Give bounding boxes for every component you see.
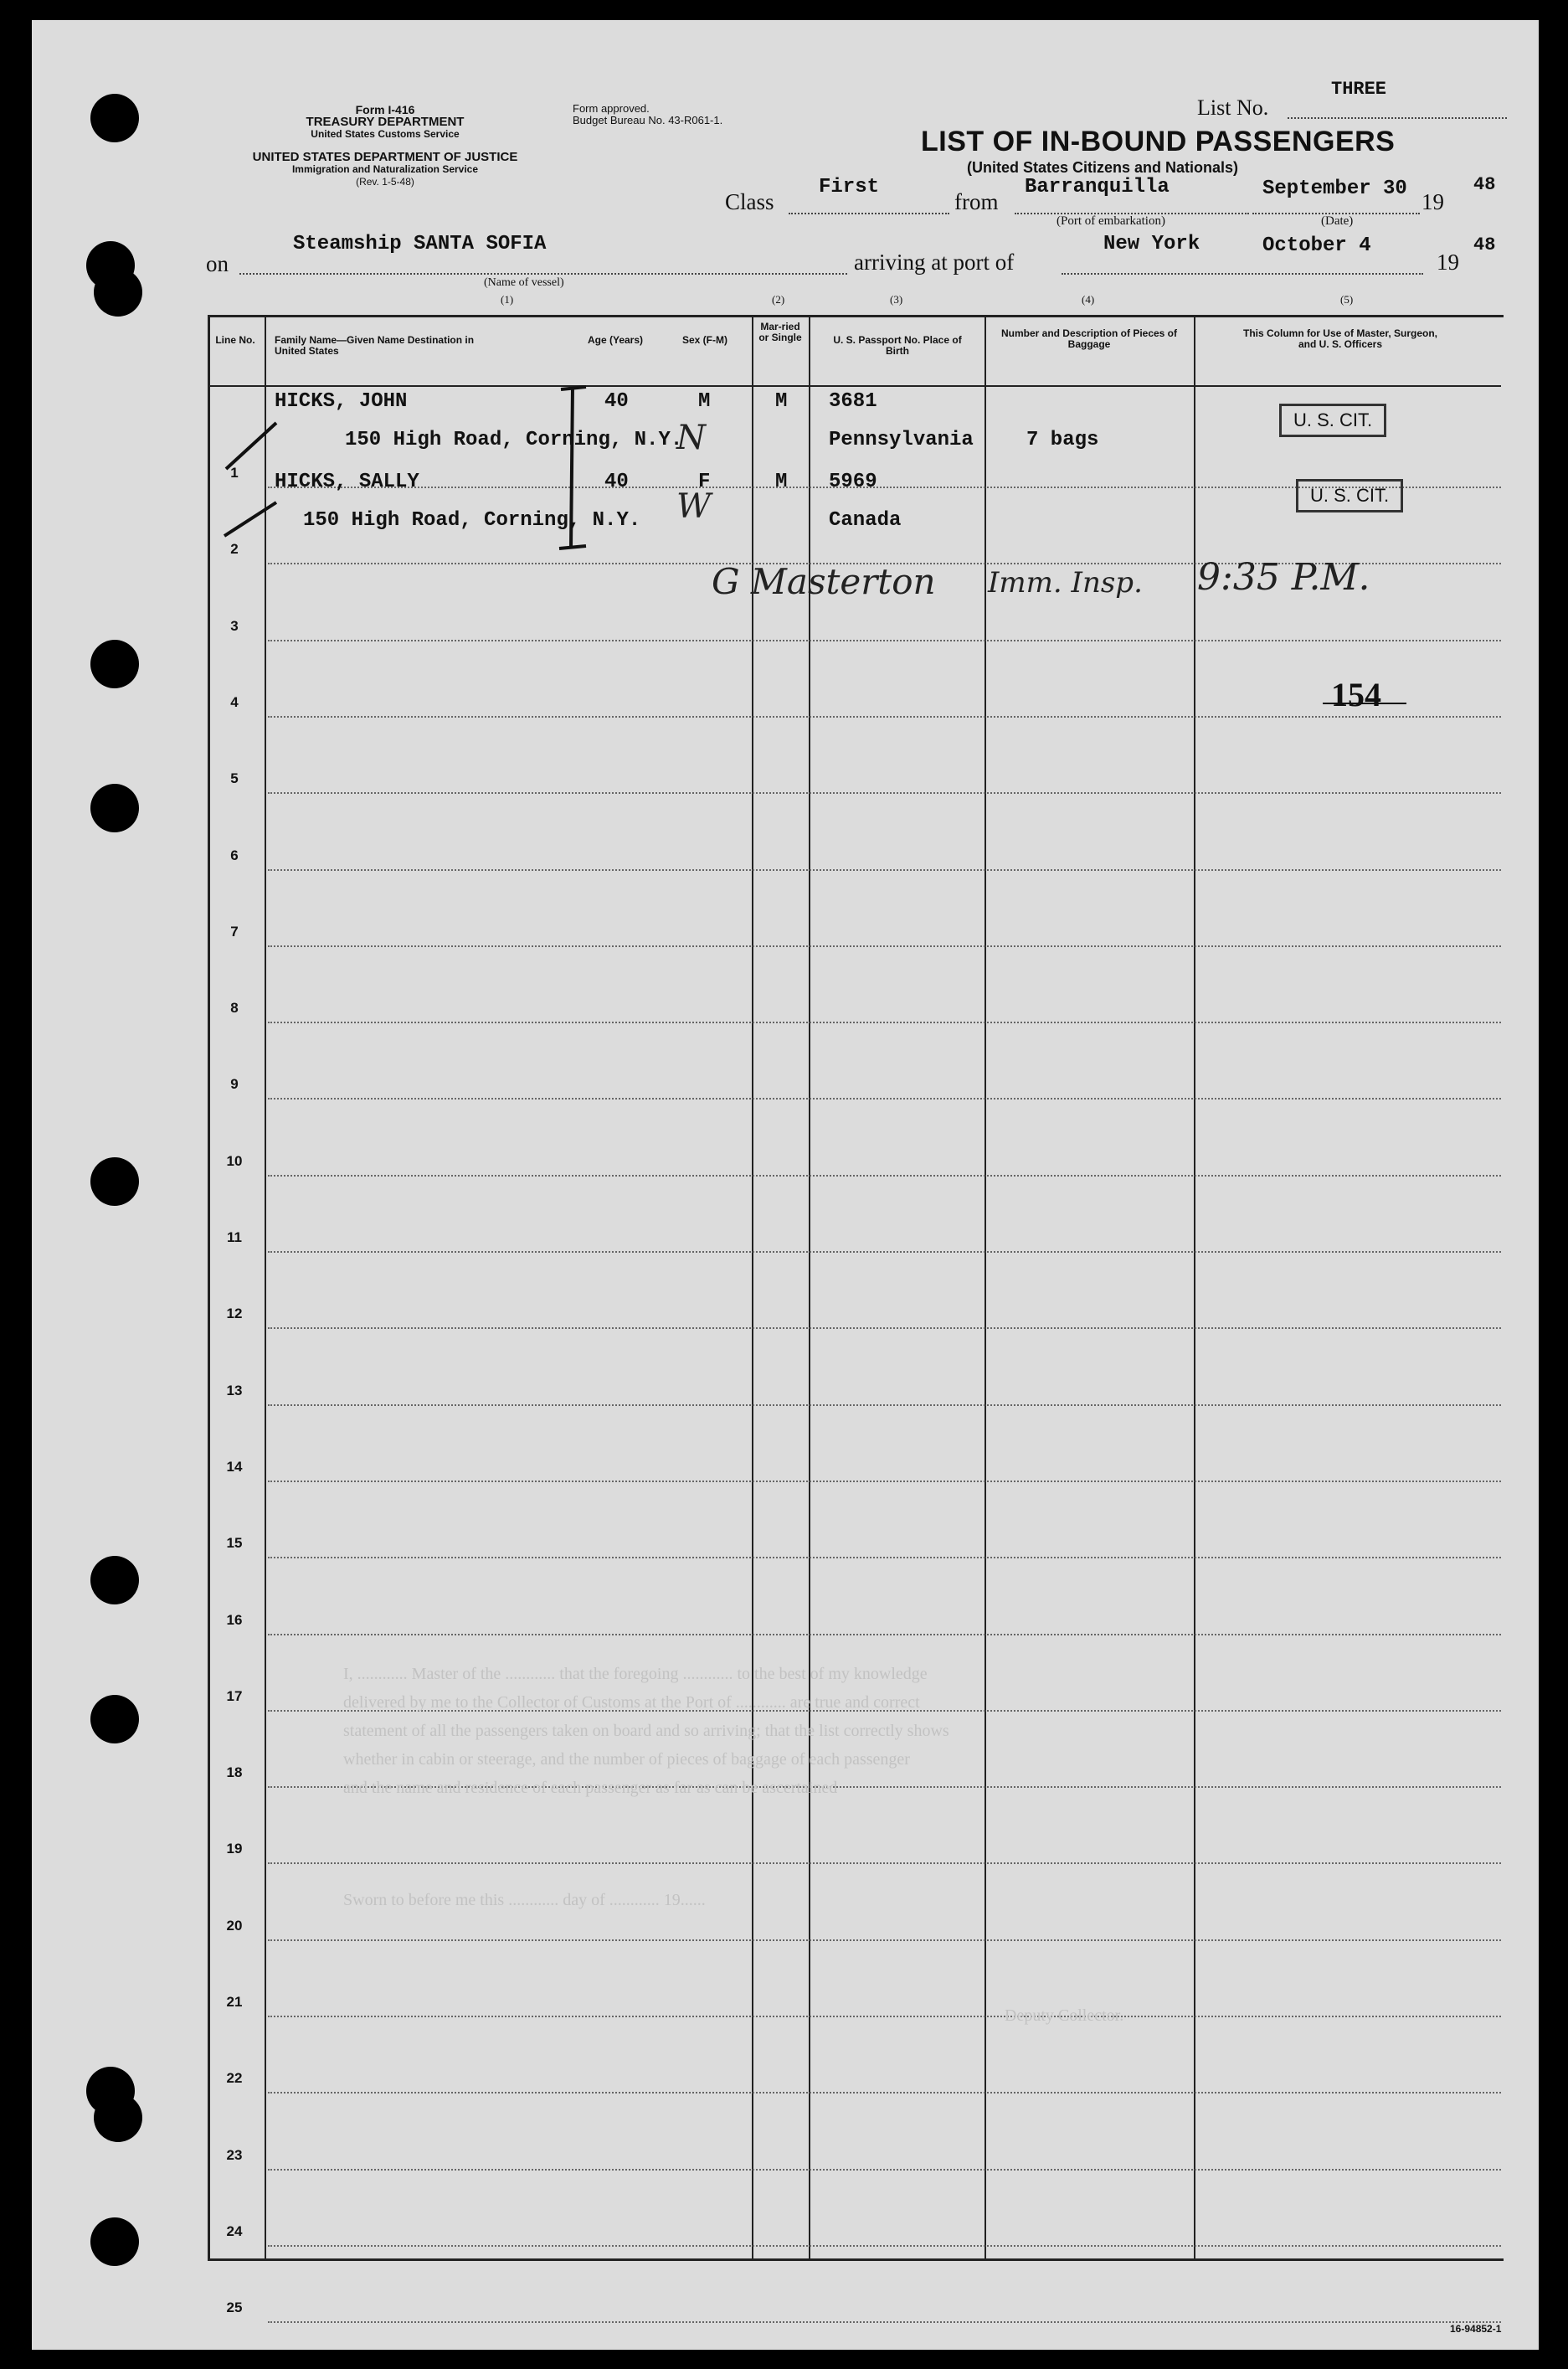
passenger-2-destination: 150 High Road, Corning, N.Y.: [303, 509, 641, 532]
col-number: (1): [501, 293, 514, 306]
passenger-1-birthplace: Pennsylvania: [829, 429, 974, 451]
col-number: (4): [1082, 293, 1095, 306]
line-number: 5: [230, 770, 239, 787]
arrival-year-prefix: 19: [1437, 250, 1459, 275]
arrival-date: October 4: [1262, 234, 1371, 257]
line-number: 25: [226, 2299, 243, 2316]
passenger-1-sex: M: [698, 390, 711, 413]
col-number: (2): [772, 293, 785, 306]
stamp-number: 154: [1331, 676, 1381, 713]
line-number: 22: [226, 2070, 243, 2087]
col-header-line-no: Line No.: [215, 334, 255, 346]
line-number: 21: [226, 1994, 243, 2010]
line-number: 9: [230, 1076, 239, 1093]
class-label: Class: [725, 189, 774, 214]
justice-dept: UNITED STATES DEPARTMENT OF JUSTICE: [252, 150, 518, 164]
line-number: 13: [226, 1382, 243, 1398]
page-subtitle: (United States Citizens and Nationals): [967, 159, 1239, 176]
class-value: First: [819, 176, 880, 198]
line-number: 16: [226, 1611, 243, 1628]
date-caption: (Date): [1321, 214, 1354, 228]
passenger-2-mark: W: [676, 487, 712, 526]
year-prefix: 19: [1421, 189, 1444, 214]
col-header-age: Age (Years): [587, 334, 644, 346]
list-no-value: THREE: [1331, 79, 1387, 100]
col-header-married: Mar-ried or Single: [758, 321, 802, 343]
page-title: LIST OF IN-BOUND PASSENGERS: [921, 126, 1396, 157]
line-number: 14: [226, 1458, 243, 1475]
line-number: 15: [226, 1535, 243, 1552]
passenger-2-birthplace: Canada: [829, 509, 902, 532]
col-header-name: Family Name—Given Name Destination in United States: [275, 334, 475, 357]
from-label: from: [954, 189, 999, 214]
us-citizen-stamp: U. S. CIT.: [1279, 404, 1386, 437]
line-number: 1: [230, 465, 239, 481]
line-number: 24: [226, 2222, 243, 2239]
line-number: 18: [226, 1764, 243, 1781]
line-number: 23: [226, 2146, 243, 2163]
passenger-1-married: M: [775, 390, 788, 413]
customs-service: United States Customs Service: [311, 128, 460, 140]
inspector-title: Imm. Insp.: [988, 566, 1143, 600]
line-number: 20: [226, 1917, 243, 1934]
line-number: 8: [230, 1000, 239, 1017]
col-header-sex: Sex (F-M): [682, 334, 727, 346]
line-number: 3: [230, 617, 239, 634]
line-number: 7: [230, 923, 239, 940]
date-value: September 30: [1262, 178, 1407, 200]
passenger-1-name: HICKS, JOHN: [275, 390, 408, 413]
passenger-2-passport: 5969: [829, 471, 877, 493]
footer-code: 16-94852-1: [1450, 2323, 1502, 2335]
line-number: 4: [230, 693, 239, 710]
col-number: (5): [1340, 293, 1354, 306]
col-header-officers: This Column for Use of Master, Surgeon, and U. S. Officers: [1242, 327, 1438, 350]
from-value: Barranquilla: [1025, 176, 1170, 198]
inspector-signature: G Masterton: [712, 561, 936, 602]
form-number: Form I-416: [355, 103, 415, 116]
line-number: 2: [230, 541, 239, 558]
vessel-value: Steamship SANTA SOFIA: [293, 233, 547, 255]
line-number: 12: [226, 1306, 243, 1322]
passenger-1-passport: 3681: [829, 390, 877, 413]
year-suffix: 48: [1473, 174, 1496, 195]
list-no-label: List No.: [1197, 95, 1269, 120]
passenger-2-married: M: [775, 471, 788, 493]
passenger-1-destination: 150 High Road, Corning, N.Y.: [345, 429, 683, 451]
passenger-1-baggage: 7 bags: [1026, 429, 1099, 451]
arrival-time: 9:35 P.M.: [1197, 556, 1370, 599]
passenger-2-age: 40: [604, 471, 629, 493]
arrival-year-suffix: 48: [1473, 234, 1496, 255]
arriving-label: arriving at port of: [854, 250, 1015, 275]
col-header-passport: U. S. Passport No. Place of Birth: [833, 334, 962, 357]
passenger-1-age: 40: [604, 390, 629, 413]
treasury-dept: TREASURY DEPARTMENT: [306, 115, 465, 129]
line-number: 11: [227, 1229, 242, 1245]
form-approved: Form approved.: [573, 102, 650, 115]
passenger-2-name: HICKS, SALLY: [275, 471, 419, 493]
port-embark-caption: (Port of embarkation): [1056, 214, 1165, 228]
line-number: 17: [226, 1687, 243, 1704]
passenger-2-sex: F: [698, 471, 711, 493]
form-revision: (Rev. 1-5-48): [356, 176, 414, 188]
col-number: (3): [890, 293, 903, 306]
line-number: 6: [230, 847, 239, 863]
on-label: on: [206, 251, 229, 276]
us-citizen-stamp: U. S. CIT.: [1296, 479, 1403, 512]
line-number: 10: [226, 1152, 243, 1169]
budget-bureau: Budget Bureau No. 43-R061-1.: [573, 114, 723, 126]
col-header-baggage: Number and Description of Pieces of Baggage: [1000, 327, 1178, 350]
line-number: 19: [226, 1841, 243, 1857]
passenger-1-mark: N: [676, 419, 706, 457]
immigration-service: Immigration and Naturalization Service: [291, 163, 479, 175]
vessel-caption: (Name of vessel): [484, 276, 564, 289]
arrival-port: New York: [1103, 233, 1200, 255]
